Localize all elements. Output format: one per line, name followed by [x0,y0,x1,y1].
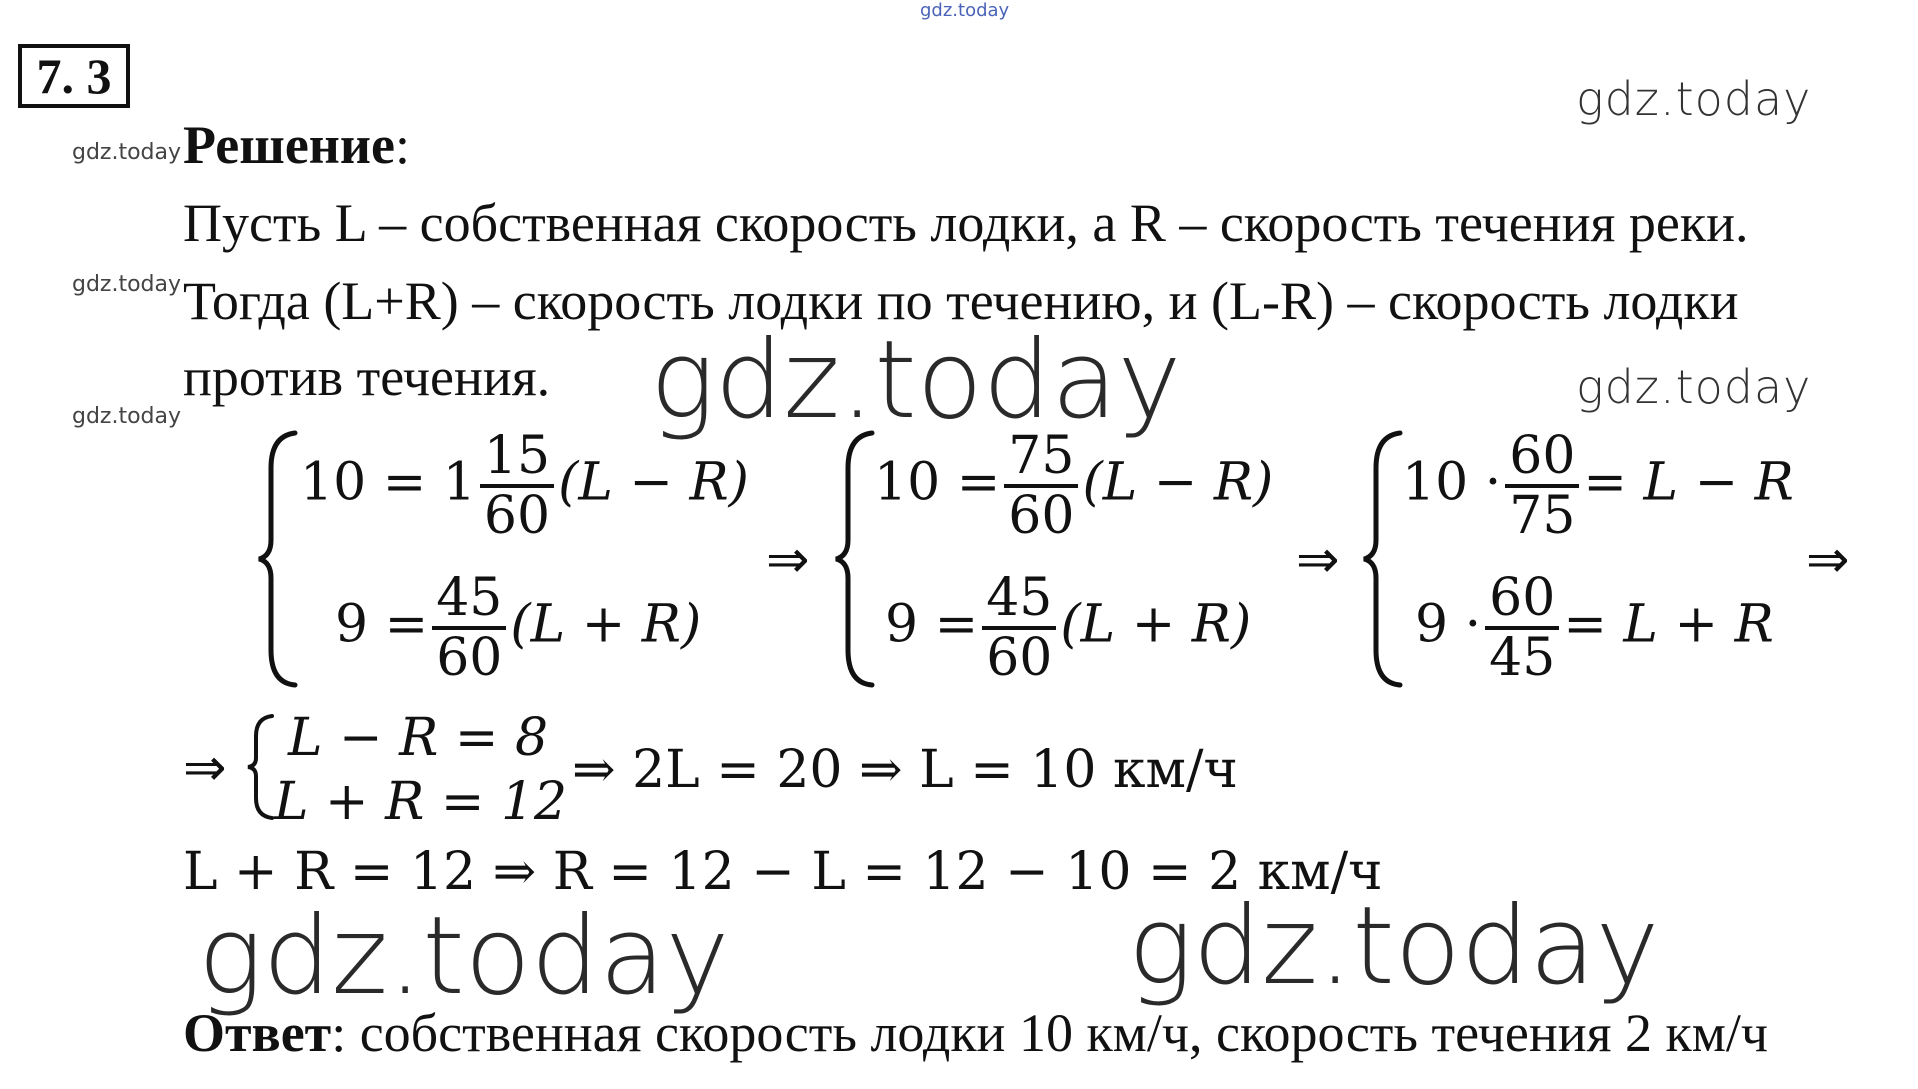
derivation-l: ⇒ 2L = 20 ⇒ L = 10 км/ч [572,740,1238,800]
intro-line-3: против течения. [183,347,551,407]
watermark-medium: gdz.today [1576,72,1812,126]
implies-arrow: ⇒ [766,530,810,590]
watermark-small: gdz.today [72,272,182,297]
small-system-eq-2: L + R = 12 [274,772,568,832]
solution-heading-colon: : [395,115,411,175]
answer-text: : собственная скорость лодки 10 км/ч, скорость течения 2 км/ч [331,1003,1769,1063]
watermark-large: gdz.today [198,894,730,1019]
intro-line-1: Пусть L – собственная скорость лодки, а R – скорость течения реки. [183,193,1749,253]
fraction: $\frac{45}{60}$ [432,570,506,686]
watermark-medium: gdz.today [1576,360,1812,414]
system-1-eq-2: 9 = $\frac{45}{60}$ (L + R) [335,568,702,689]
solution-heading-label: Решение [183,115,395,175]
watermark-small: gdz.today [72,140,182,165]
system-3-eq-2: 9 · $\frac{60}{45}$ = L + R [1415,568,1774,689]
fraction: $\frac{75}{60}$ [1004,428,1078,544]
brace-system-3 [1360,428,1406,690]
watermark-large: gdz.today [1128,884,1660,1009]
answer-label: Ответ [183,1003,332,1063]
system-1-eq-1: 10 = 1 $\frac{15}{60}$ (L − R) [300,426,749,547]
system-2-eq-1: 10 = $\frac{75}{60}$ (L − R) [874,426,1274,547]
fraction: $\frac{60}{75}$ [1505,428,1579,544]
implies-arrow: ⇒ [1296,530,1340,590]
fraction: $\frac{15}{60}$ [480,428,554,544]
watermark-small: gdz.today [72,404,182,429]
watermark-top: gdz.today [920,0,1010,21]
system-2-eq-2: 9 = $\frac{45}{60}$ (L + R) [885,568,1252,689]
problem-number: 7. 3 [18,44,130,108]
brace-small-system [244,712,278,822]
answer [183,1003,1769,1063]
solution-heading [183,115,411,175]
derivation-r: L + R = 12 ⇒ R = 12 − L = 12 − 10 = 2 км/ч [183,842,1383,902]
small-system-eq-1: L − R = 8 [288,708,549,768]
system-3-eq-1: 10 · $\frac{60}{75}$ = L − R [1402,426,1794,547]
watermark-large: gdz.today [650,318,1182,443]
implies-arrow: ⇒ [183,738,227,798]
implies-arrow: ⇒ [1806,530,1850,590]
intro-line-2: Тогда (L+R) – скорость лодки по течению, и (L-R) – скорость лодки [183,271,1739,331]
fraction: $\frac{60}{45}$ [1485,570,1559,686]
fraction: $\frac{45}{60}$ [982,570,1056,686]
brace-system-1 [255,428,301,690]
brace-system-2 [832,428,878,690]
